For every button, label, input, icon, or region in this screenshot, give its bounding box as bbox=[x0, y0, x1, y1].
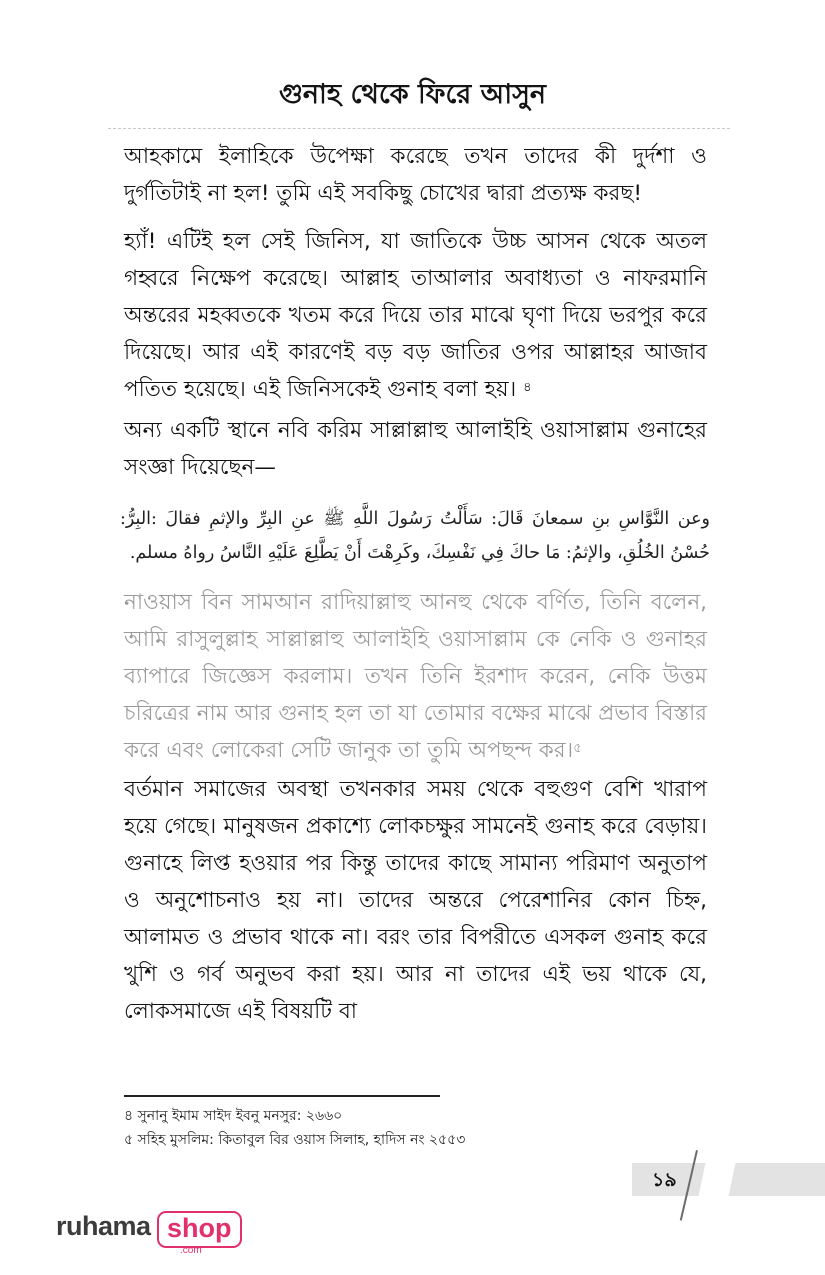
body-paragraph-2 bbox=[124, 223, 707, 408]
hadith-translation-text: নাওয়াস বিন সামআন রাদিয়াল্লাহু আনহু থেকে বর্ণিত, তিনি বলেন, আমি রাসুলুল্লাহ সাল্লাল্লাহু আলাইহি ওয়াসাল্লাম কে নেকি ও গুনাহর ব্যাপারে জিজ্ঞেস করলাম। তখন তিনি ইরশাদ করেন, নেকি উত্তম চরিত্রের নাম আর গুনাহ হল তা যা তোমার বক্ষের মাঝে প্রভাব বিস্তার করে এবং লোকেরা সেটি জানুক তা তুমি অপছন্দ কর। bbox=[124, 590, 707, 763]
body-paragraph-4 bbox=[124, 771, 707, 1030]
logo-text-shop: shop bbox=[157, 1211, 242, 1248]
arabic-hadith: وعن النَّوَّاسِ بنِ سمعانَ قَالَ: سَأَلْتُ رَسُولَ اللَّهِ ﷺ عنِ البِرِّ والإثمِ فقالَ :البِرُّ: حُسْنُ الخُلُقِ، والإثمُ: مَا حاكَ فِي نَفْسِكَ، وكَرِهْتَ أَنْ يَطَّلِعَ عَلَيْهِ النَّاسُ رواهُ مسلم. bbox=[120, 509, 710, 563]
body-paragraph-3-text: অন্য একটি স্থানে নবি করিম সাল্লাল্লাহু আলাইহি ওয়াসাল্লাম গুনাহের সংজ্ঞা দিয়েছেন— bbox=[124, 418, 707, 480]
footnote-marker-4: ৪ bbox=[523, 380, 532, 395]
footnote-5: ৫ সহিহ মুসলিম: কিতাবুল বির ওয়াস সিলাহ, হাদিস নং ২৫৫৩ bbox=[124, 1132, 466, 1148]
hadith-translation bbox=[124, 584, 707, 769]
body-paragraph-1 bbox=[124, 138, 707, 212]
footnote-divider bbox=[124, 1095, 440, 1097]
footnote-4: ৪ সুনানু ইমাম সাইদ ইবনু মনসুর: ২৬৬০ bbox=[124, 1108, 343, 1124]
page-header-title: গুনাহ থেকে ফিরে আসুন bbox=[278, 79, 547, 110]
page-number: ১৯ bbox=[652, 1169, 677, 1191]
logo-text-com: .com bbox=[180, 1245, 202, 1256]
body-paragraph-2-text: হ্যাঁ! এটিই হল সেই জিনিস, যা জাতিকে উচ্চ আসন থেকে অতল গহ্বরে নিক্ষেপ করেছে। আল্লাহ তাআলার অবাধ্যতা ও নাফরমানি অন্তরের মহব্বতকে খতম করে দিয়ে তার মাঝে ঘৃণা দিয়ে ভরপুর করে দিয়েছে। আর এই কারণেই বড় বড় জাতির ওপর আল্লাহর আজাব পতিত হয়েছে। এই জিনিসকেই গুনাহ বলা হয়। bbox=[124, 229, 707, 402]
logo-text-ruhama: ruhama bbox=[56, 1211, 151, 1241]
footnote-marker-5: ৫ bbox=[573, 741, 582, 756]
body-paragraph-3 bbox=[124, 412, 707, 486]
header-divider bbox=[108, 128, 730, 129]
body-paragraph-4-text: বর্তমান সমাজের অবস্থা তখনকার সময় থেকে বহুগুণ বেশি খারাপ হয়ে গেছে। মানুষজন প্রকাশ্যে লোকচক্ষুর সামনেই গুনাহ করে বেড়ায়। গুনাহে লিপ্ত হওয়ার পর কিন্তু তাদের কাছে সামান্য পরিমাণ অনুতাপ ও অনুশোচনাও হয় না। তাদের অন্তরে পেরেশানির কোন চিহ্ন, আলামত ও প্রভাব থাকে না। বরং তার বিপরীতে এসকল গুনাহ করে খুশি ও গর্ব অনুভব করা হয়। আর না তাদের এই ভয় থাকে যে, লোকসমাজে এই বিষয়টি বা bbox=[124, 777, 707, 1024]
body-paragraph-1-text: আহকামে ইলাহিকে উপেক্ষা করেছে তখন তাদের কী দুর্দশা ও দুর্গতিটাই না হল! তুমি এই সবকিছু চোখের দ্বারা প্রত্যক্ষ করছ! bbox=[124, 144, 707, 206]
